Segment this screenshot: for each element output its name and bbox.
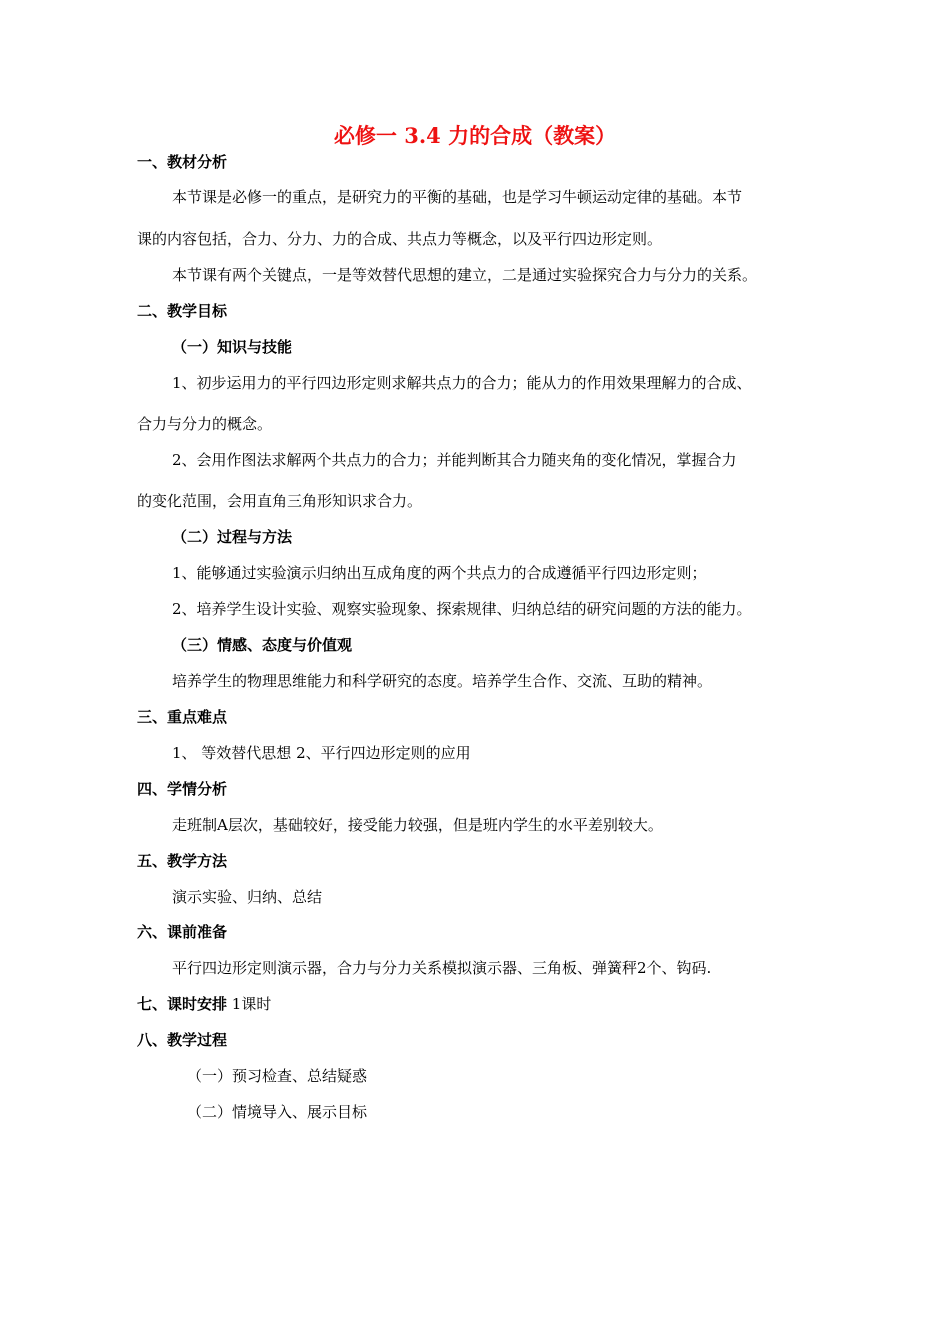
s6-content: 平行四边形定则演示器，合力与分力关系模拟演示器、三角板、弹簧秤2个、钩码. <box>172 959 712 977</box>
section-5-heading: 五、教学方法 <box>137 852 228 870</box>
s2-item-1-line-1: 1、初步运用力的平行四边形定则求解共点力的合力；能从力的作用效果理解力的合成、 <box>172 374 752 392</box>
s1-paragraph-1-line-2: 课的内容包括，合力、分力、力的合成、共点力等概念，以及平行四边形定则。 <box>137 230 663 248</box>
s2-item-2-line-2: 的变化范围，会用直角三角形知识求合力。 <box>137 492 423 510</box>
s2-subheading-knowledge: （一）知识与技能 <box>172 338 293 356</box>
s2-item-2-line-1: 2、会用作图法求解两个共点力的合力；并能判断其合力随夹角的变化情况，掌握合力 <box>172 451 737 469</box>
s1-paragraph-1-line-1: 本节课是必修一的重点，是研究力的平衡的基础，也是学习牛顿运动定律的基础。本节 <box>172 188 743 206</box>
document-title: 必修一 3.4 力的合成（教案） <box>333 123 617 148</box>
section-3-heading: 三、重点难点 <box>137 708 228 726</box>
section-2-heading: 二、教学目标 <box>137 302 228 320</box>
s7-content: 1课时 <box>227 995 272 1013</box>
section-6-heading: 六、课前准备 <box>137 923 228 941</box>
section-7-heading: 七、课时安排 <box>137 995 228 1013</box>
s4-content: 走班制A层次，基础较好，接受能力较强，但是班内学生的水平差别较大。 <box>172 816 663 834</box>
s1-paragraph-2: 本节课有两个关键点，一是等效替代思想的建立，二是通过实验探究合力与分力的关系。 <box>172 266 758 284</box>
s2-subheading-values: （三）情感、态度与价值观 <box>172 636 353 654</box>
section-1-heading: 一、教材分析 <box>137 153 228 171</box>
s3-content: 1、 等效替代思想 2、平行四边形定则的应用 <box>172 744 471 762</box>
s8-item-1: （一）预习检查、总结疑惑 <box>187 1067 368 1085</box>
s2-subheading-process: （二）过程与方法 <box>172 528 293 546</box>
s5-content: 演示实验、归纳、总结 <box>172 888 323 906</box>
s2-item-5: 培养学生的物理思维能力和科学研究的态度。培养学生合作、交流、互助的精神。 <box>172 672 713 690</box>
s2-item-4: 2、培养学生设计实验、观察实验现象、探索规律、归纳总结的研究问题的方法的能力。 <box>172 600 752 618</box>
s2-item-3: 1、能够通过实验演示归纳出互成角度的两个共点力的合成遵循平行四边形定则； <box>172 564 707 582</box>
section-4-heading: 四、学情分析 <box>137 780 228 798</box>
s2-item-1-line-2: 合力与分力的概念。 <box>137 415 273 433</box>
section-7-line <box>137 993 271 1015</box>
s8-item-2: （二）情境导入、展示目标 <box>187 1103 368 1121</box>
section-8-heading: 八、教学过程 <box>137 1031 228 1049</box>
